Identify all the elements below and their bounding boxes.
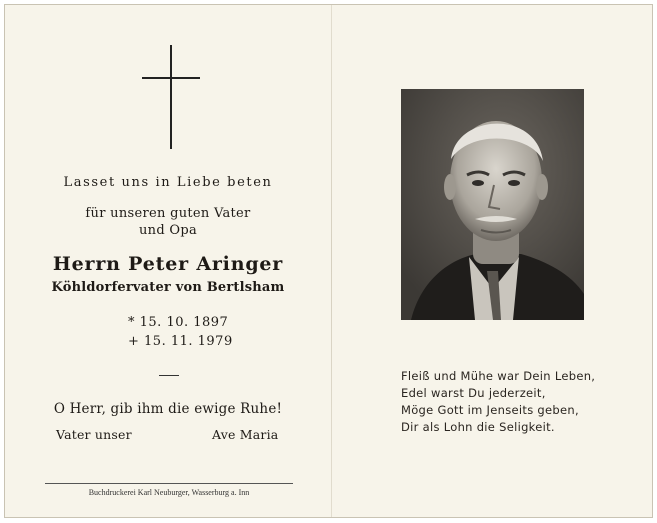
footer-rule	[45, 483, 293, 484]
deceased-name: Herrn Peter Aringer	[52, 253, 284, 275]
separator-dash	[159, 375, 179, 376]
portrait-photo	[401, 89, 584, 320]
portrait-illustration	[401, 89, 584, 320]
birth-date: * 15. 10. 1897	[128, 315, 229, 330]
printer-credit: Buchdruckerei Karl Neuburger, Wasserburg a. Inn	[88, 488, 250, 497]
death-date: + 15. 11. 1979	[128, 334, 233, 349]
card-fold	[331, 5, 332, 517]
dedication-line-2: und Opa	[138, 223, 198, 238]
poem-line-3: Möge Gott im Jenseits geben,	[401, 403, 579, 417]
memorial-card	[4, 4, 653, 518]
poem-line-4: Dir als Lohn die Seligkeit.	[401, 420, 555, 434]
dedication-line-1: für unseren guten Vater	[85, 206, 251, 221]
poem-line-2: Edel warst Du jederzeit,	[401, 386, 546, 400]
occupation: Köhldorfervater von Bertlsham	[51, 280, 285, 295]
poem-line-1: Fleiß und Mühe war Dein Leben,	[401, 369, 596, 383]
prayer-left: Vater unser	[56, 427, 132, 442]
prayer-right: Ave Maria	[212, 427, 279, 442]
rest-prayer: O Herr, gib ihm die ewige Ruhe!	[53, 401, 283, 417]
prayer-heading: Lasset uns in Liebe beten	[63, 175, 273, 190]
